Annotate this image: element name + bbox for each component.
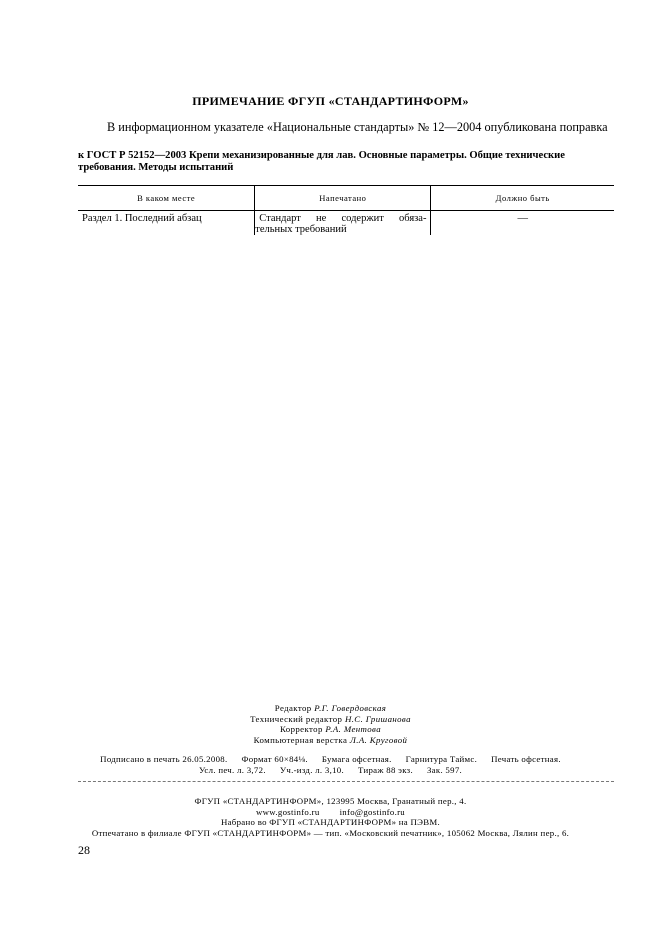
publisher-address: ФГУП «СТАНДАРТИНФОРМ», 123995 Москва, Гранатный пер., 4. <box>194 796 467 806</box>
signoff-line2: Усл. печ. л. 3,72. Уч.-изд. л. 3,10. Тираж 88 экз. Зак. 597. <box>198 765 463 775</box>
intro-paragraph: В информационном указателе «Национальные стандарты» № 12—2004 опубликована поправка <box>107 120 608 134</box>
credits-block <box>0 703 661 745</box>
page-title: ПРИМЕЧАНИЕ ФГУП «СТАНДАРТИНФОРМ» <box>192 94 469 108</box>
cell-should-be: — <box>431 211 614 236</box>
header-where: В каком месте <box>78 186 255 211</box>
correction-table <box>78 185 614 235</box>
publisher-website: www.gostinfo.ru <box>256 806 320 817</box>
table-row <box>78 211 614 236</box>
credit-corrector: Корректор Р.А. Ментова <box>279 724 382 734</box>
cell-printed-line2: тельных требований <box>255 224 347 235</box>
publisher-footer <box>0 796 661 838</box>
table-header-row <box>78 186 614 211</box>
signoff-block <box>0 754 661 776</box>
header-should-be: Должно быть <box>431 186 614 211</box>
signoff-line1: Подписано в печать 26.05.2008. Формат 60×84⅛. Бумага офсетная. Гарнитура Таймс. Печать офсетная. <box>100 754 561 764</box>
publisher-contacts <box>0 807 661 818</box>
credit-editor: Редактор Р.Г. Говердовская <box>274 703 387 713</box>
credit-layout: Компьютерная верстка Л.А. Круговой <box>253 734 408 745</box>
page-number: 28 <box>78 843 90 857</box>
standard-subject: к ГОСТ Р 52152—2003 Крепи механизированные для лав. Основные параметры. Общие технические требования. Методы испытаний <box>78 150 565 173</box>
footer-divider <box>78 781 614 782</box>
typeset-note: Набрано во ФГУП «СТАНДАРТИНФОРМ» на ПЭВМ. <box>220 817 441 827</box>
cell-printed <box>255 211 431 236</box>
cell-where: Раздел 1. Последний абзац <box>82 213 202 224</box>
header-printed: Напечатано <box>255 186 431 211</box>
printed-note: Отпечатано в филиале ФГУП «СТАНДАРТИНФОРМ» — тип. «Московский печатник», 105062 Москва, Лялин пер., 6. <box>91 827 570 838</box>
cell-printed-line1: Стандарт не содержит обяза- <box>259 213 427 224</box>
publisher-email: info@gostinfo.ru <box>339 806 405 817</box>
credit-tech-editor: Технический редактор Н.С. Гришанова <box>250 713 411 724</box>
